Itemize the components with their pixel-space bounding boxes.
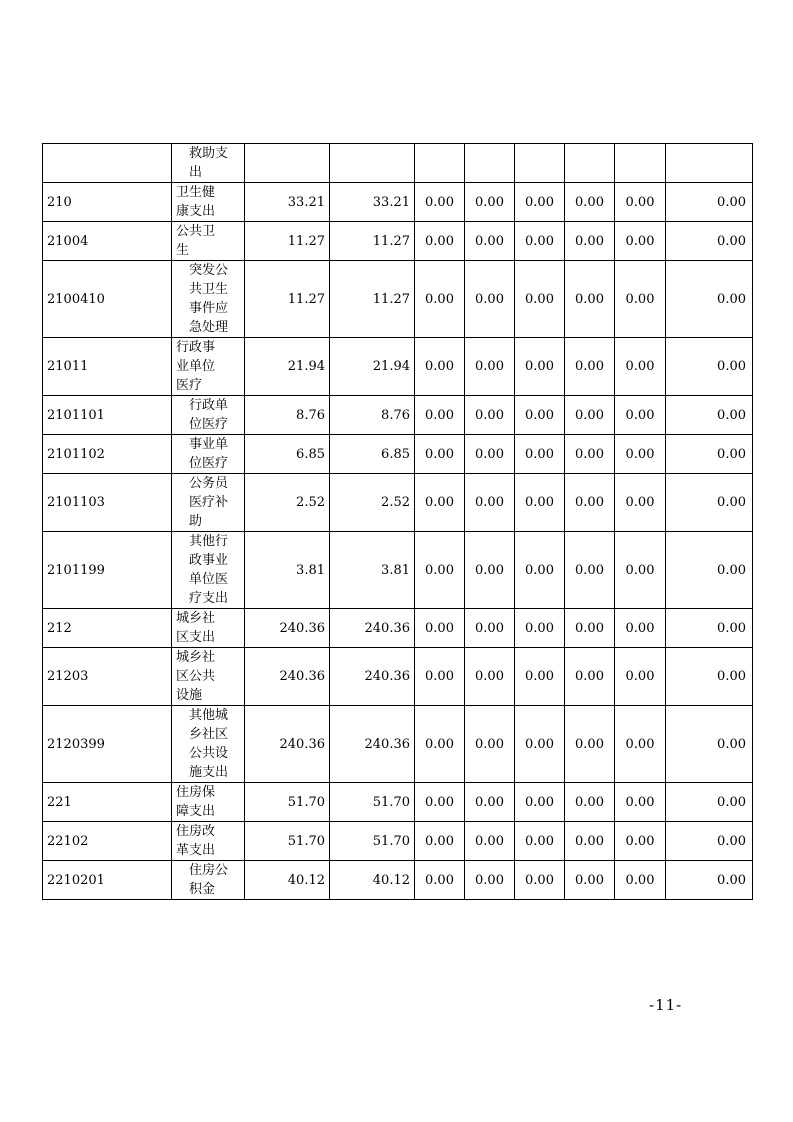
cell-name-text: 住房改革支出 — [176, 824, 216, 858]
cell-c5: 0.00 — [515, 861, 565, 900]
cell-c7: 0.00 — [615, 609, 666, 648]
cell-c8: 0.00 — [666, 261, 753, 338]
cell-c7: 0.00 — [615, 338, 666, 396]
cell-name — [172, 222, 245, 261]
cell-c4: 0.00 — [465, 474, 515, 532]
cell-basic: 240.36 — [330, 706, 415, 783]
cell-c7: 0.00 — [615, 396, 666, 435]
cell-c6: 0.00 — [565, 861, 615, 900]
cell-c8: 0.00 — [666, 706, 753, 783]
table-row — [43, 261, 753, 338]
cell-c3: 0.00 — [415, 435, 465, 474]
cell-c8: 0.00 — [666, 338, 753, 396]
budget-table — [42, 143, 753, 900]
cell-name-text: 救助支出 — [189, 146, 229, 180]
cell-name-text: 行政事业单位医疗 — [176, 340, 216, 393]
cell-c4: 0.00 — [465, 783, 515, 822]
cell-c4: 0.00 — [465, 435, 515, 474]
cell-code: 21004 — [43, 222, 172, 261]
cell-total: 33.21 — [245, 183, 330, 222]
cell-c8: 0.00 — [666, 183, 753, 222]
cell-c6: 0.00 — [565, 609, 615, 648]
cell-c6: 0.00 — [565, 474, 615, 532]
cell-c7: 0.00 — [615, 183, 666, 222]
cell-c5: 0.00 — [515, 706, 565, 783]
cell-name — [172, 532, 245, 609]
cell-c5: 0.00 — [515, 435, 565, 474]
cell-c7: 0.00 — [615, 783, 666, 822]
cell-basic: 2.52 — [330, 474, 415, 532]
cell-c7: 0.00 — [615, 474, 666, 532]
cell-basic: 240.36 — [330, 609, 415, 648]
cell-name — [172, 396, 245, 435]
cell-code: 2101103 — [43, 474, 172, 532]
cell-c5: 0.00 — [515, 822, 565, 861]
cell-name — [172, 183, 245, 222]
cell-basic: 6.85 — [330, 435, 415, 474]
table-row — [43, 648, 753, 706]
cell-c3 — [415, 144, 465, 183]
cell-c8: 0.00 — [666, 532, 753, 609]
cell-c3: 0.00 — [415, 783, 465, 822]
cell-c5: 0.00 — [515, 222, 565, 261]
cell-basic — [330, 144, 415, 183]
cell-code: 22102 — [43, 822, 172, 861]
cell-basic: 21.94 — [330, 338, 415, 396]
cell-name-text: 住房保障支出 — [176, 785, 216, 819]
cell-name — [172, 861, 245, 900]
table-row — [43, 861, 753, 900]
cell-c7: 0.00 — [615, 822, 666, 861]
cell-c8: 0.00 — [666, 861, 753, 900]
cell-c3: 0.00 — [415, 222, 465, 261]
cell-c7: 0.00 — [615, 261, 666, 338]
cell-c3: 0.00 — [415, 861, 465, 900]
cell-name — [172, 474, 245, 532]
cell-c6: 0.00 — [565, 183, 615, 222]
cell-c8: 0.00 — [666, 396, 753, 435]
cell-c5: 0.00 — [515, 261, 565, 338]
cell-c6: 0.00 — [565, 706, 615, 783]
cell-name — [172, 261, 245, 338]
cell-c5: 0.00 — [515, 783, 565, 822]
cell-name-text: 其他城乡社区公共设施支出 — [189, 708, 229, 780]
table-row — [43, 222, 753, 261]
cell-c7: 0.00 — [615, 435, 666, 474]
cell-name — [172, 648, 245, 706]
cell-name-text: 公务员医疗补助 — [189, 476, 229, 529]
cell-total: 2.52 — [245, 474, 330, 532]
cell-basic: 11.27 — [330, 261, 415, 338]
cell-c5: 0.00 — [515, 338, 565, 396]
cell-c6: 0.00 — [565, 338, 615, 396]
cell-c5: 0.00 — [515, 648, 565, 706]
cell-code: 221 — [43, 783, 172, 822]
cell-c4 — [465, 144, 515, 183]
cell-total: 21.94 — [245, 338, 330, 396]
table-row — [43, 474, 753, 532]
cell-code: 21203 — [43, 648, 172, 706]
cell-c3: 0.00 — [415, 609, 465, 648]
cell-c4: 0.00 — [465, 861, 515, 900]
cell-code: 2101199 — [43, 532, 172, 609]
cell-c3: 0.00 — [415, 474, 465, 532]
cell-c4: 0.00 — [465, 822, 515, 861]
cell-c3: 0.00 — [415, 648, 465, 706]
cell-name — [172, 144, 245, 183]
cell-name — [172, 783, 245, 822]
cell-c7 — [615, 144, 666, 183]
cell-c8: 0.00 — [666, 435, 753, 474]
cell-name — [172, 609, 245, 648]
cell-c3: 0.00 — [415, 822, 465, 861]
cell-total: 240.36 — [245, 648, 330, 706]
cell-c6 — [565, 144, 615, 183]
cell-c6: 0.00 — [565, 222, 615, 261]
cell-name-text: 城乡社区公共设施 — [176, 650, 216, 703]
cell-total: 51.70 — [245, 822, 330, 861]
cell-c6: 0.00 — [565, 435, 615, 474]
cell-total — [245, 144, 330, 183]
cell-code: 2120399 — [43, 706, 172, 783]
cell-total: 240.36 — [245, 609, 330, 648]
cell-c6: 0.00 — [565, 261, 615, 338]
cell-c5: 0.00 — [515, 532, 565, 609]
table-row — [43, 706, 753, 783]
table-row — [43, 338, 753, 396]
cell-c8: 0.00 — [666, 222, 753, 261]
cell-name-text: 卫生健康支出 — [176, 185, 216, 219]
cell-total: 6.85 — [245, 435, 330, 474]
cell-name-text: 事业单位医疗 — [189, 437, 229, 471]
table-row — [43, 532, 753, 609]
cell-basic: 240.36 — [330, 648, 415, 706]
cell-code: 2101101 — [43, 396, 172, 435]
cell-c8: 0.00 — [666, 648, 753, 706]
cell-c6: 0.00 — [565, 532, 615, 609]
cell-c4: 0.00 — [465, 261, 515, 338]
cell-c4: 0.00 — [465, 183, 515, 222]
cell-basic: 51.70 — [330, 783, 415, 822]
cell-name-text: 其他行政事业单位医疗支出 — [189, 534, 229, 606]
cell-name-text: 公共卫生 — [176, 224, 216, 258]
cell-name-text: 行政单位医疗 — [189, 398, 229, 432]
cell-c5: 0.00 — [515, 183, 565, 222]
cell-total: 11.27 — [245, 222, 330, 261]
cell-code — [43, 144, 172, 183]
cell-name-text: 突发公共卫生事件应急处理 — [189, 263, 229, 335]
cell-name — [172, 338, 245, 396]
cell-code: 2101102 — [43, 435, 172, 474]
cell-c7: 0.00 — [615, 532, 666, 609]
cell-c6: 0.00 — [565, 822, 615, 861]
cell-c7: 0.00 — [615, 861, 666, 900]
cell-total: 240.36 — [245, 706, 330, 783]
table-row — [43, 435, 753, 474]
cell-c7: 0.00 — [615, 222, 666, 261]
cell-c5 — [515, 144, 565, 183]
cell-c8: 0.00 — [666, 474, 753, 532]
cell-c6: 0.00 — [565, 396, 615, 435]
cell-c3: 0.00 — [415, 396, 465, 435]
cell-code: 212 — [43, 609, 172, 648]
cell-c6: 0.00 — [565, 783, 615, 822]
cell-c8: 0.00 — [666, 822, 753, 861]
table-body — [43, 144, 753, 900]
cell-c5: 0.00 — [515, 396, 565, 435]
cell-c3: 0.00 — [415, 706, 465, 783]
cell-total: 8.76 — [245, 396, 330, 435]
cell-c7: 0.00 — [615, 648, 666, 706]
cell-c3: 0.00 — [415, 338, 465, 396]
cell-code: 210 — [43, 183, 172, 222]
cell-code: 2100410 — [43, 261, 172, 338]
table-row — [43, 822, 753, 861]
cell-name — [172, 822, 245, 861]
cell-name — [172, 706, 245, 783]
cell-c4: 0.00 — [465, 222, 515, 261]
cell-c8: 0.00 — [666, 609, 753, 648]
cell-basic: 8.76 — [330, 396, 415, 435]
cell-name-text: 城乡社区支出 — [176, 611, 216, 645]
table-row — [43, 783, 753, 822]
cell-c3: 0.00 — [415, 261, 465, 338]
cell-c7: 0.00 — [615, 706, 666, 783]
cell-basic: 3.81 — [330, 532, 415, 609]
cell-total: 51.70 — [245, 783, 330, 822]
cell-c4: 0.00 — [465, 706, 515, 783]
cell-basic: 51.70 — [330, 822, 415, 861]
cell-c3: 0.00 — [415, 183, 465, 222]
cell-code: 2210201 — [43, 861, 172, 900]
table-row — [43, 396, 753, 435]
cell-name-text: 住房公积金 — [189, 863, 229, 897]
cell-total: 40.12 — [245, 861, 330, 900]
page-number: -11- — [649, 996, 683, 1014]
cell-c8: 0.00 — [666, 783, 753, 822]
cell-c5: 0.00 — [515, 609, 565, 648]
cell-c4: 0.00 — [465, 609, 515, 648]
cell-c4: 0.00 — [465, 396, 515, 435]
cell-basic: 40.12 — [330, 861, 415, 900]
cell-c5: 0.00 — [515, 474, 565, 532]
cell-name — [172, 435, 245, 474]
cell-total: 3.81 — [245, 532, 330, 609]
cell-c4: 0.00 — [465, 648, 515, 706]
table-row — [43, 144, 753, 183]
cell-c6: 0.00 — [565, 648, 615, 706]
cell-c4: 0.00 — [465, 338, 515, 396]
cell-basic: 11.27 — [330, 222, 415, 261]
cell-c8 — [666, 144, 753, 183]
cell-code: 21011 — [43, 338, 172, 396]
cell-c4: 0.00 — [465, 532, 515, 609]
table-row — [43, 183, 753, 222]
cell-total: 11.27 — [245, 261, 330, 338]
cell-basic: 33.21 — [330, 183, 415, 222]
table-row — [43, 609, 753, 648]
cell-c3: 0.00 — [415, 532, 465, 609]
